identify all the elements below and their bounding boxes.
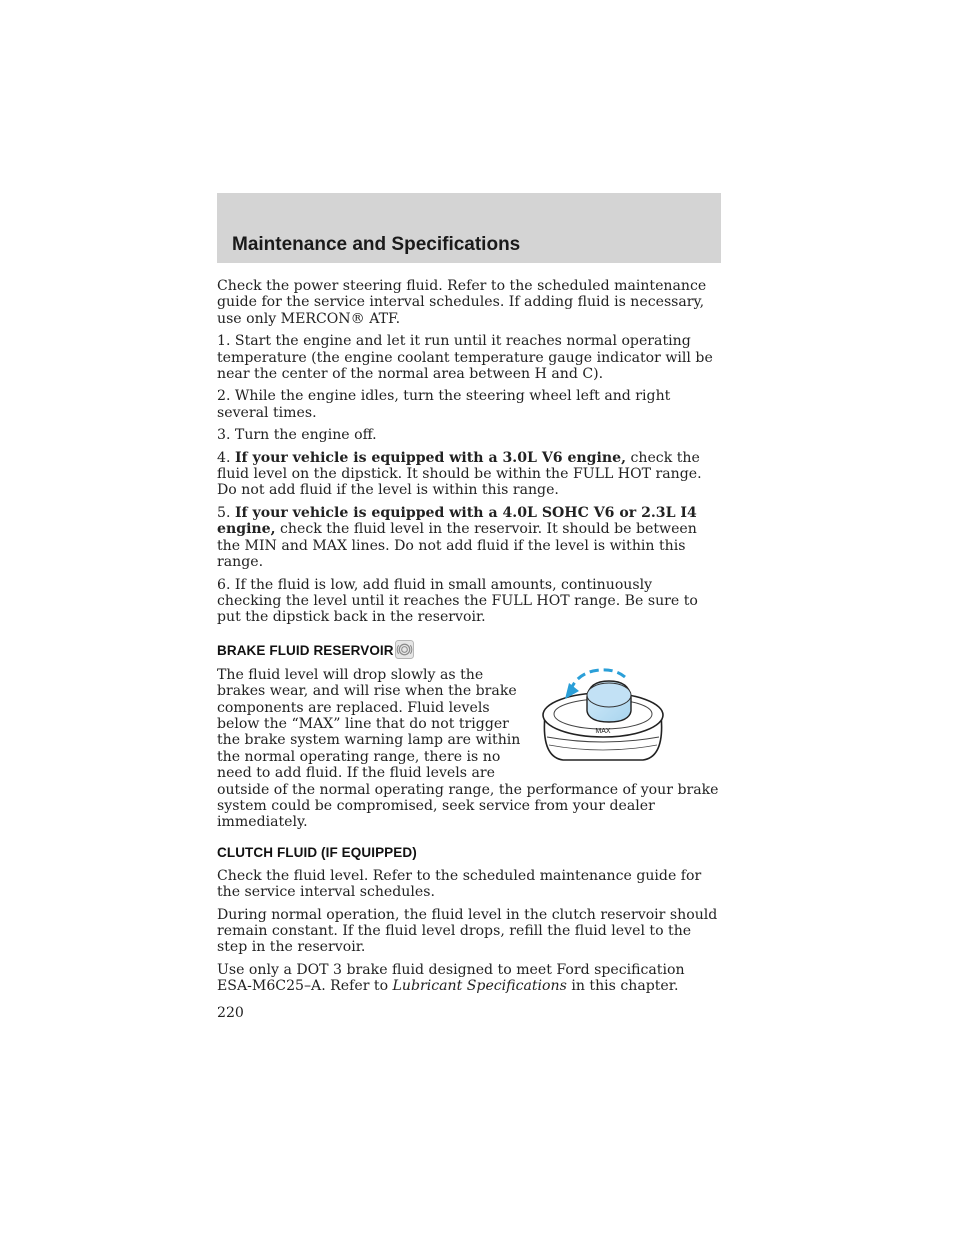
steering-step-5 (217, 505, 719, 571)
clutch-para-3 (217, 962, 719, 995)
brake-heading-text: BRAKE FLUID RESERVOIR (217, 642, 394, 658)
lubricant-spec-reference: Lubricant Specifications (392, 978, 567, 995)
brake-warning-icon (395, 640, 414, 659)
brake-fluid-heading (217, 640, 719, 659)
section-header-band (217, 193, 721, 263)
clutch-fluid-heading: CLUTCH FLUID (IF EQUIPPED) (217, 844, 417, 860)
page-content (217, 278, 719, 1021)
steering-step-2: 2. While the engine idles, turn the steering wheel left and right several times. (217, 388, 671, 421)
step-5-instruction: check the fluid level in the reservoir. It should be between the MIN and MAX lines. Do not add fluid if the level is within this range. (217, 521, 697, 571)
step-5-condition: If your vehicle is equipped with a 4.0L SOHC V6 or 2.3L I4 engine, (217, 504, 697, 538)
clutch-para-1: Check the fluid level. Refer to the scheduled maintenance guide for the service interval schedules. (217, 867, 702, 901)
page-number: 220 (217, 1004, 244, 1021)
clutch-para-2: During normal operation, the fluid level in the clutch reservoir should remain constant. If the fluid level drops, refill the fluid level to the step in the reservoir. (217, 906, 718, 956)
step-4-condition: If your vehicle is equipped with a 3.0L V6 engine, (234, 449, 627, 466)
clutch-para-3-text: Use only a DOT 3 brake fluid designed to meet Ford specification ESA-M6C25–A. Refer to (217, 961, 685, 995)
brake-reservoir-illustration (533, 667, 673, 767)
clutch-para-3-end: in this chapter. (566, 978, 679, 995)
steering-intro: Check the power steering fluid. Refer to the scheduled maintenance guide for the service interval schedules. If adding fluid is necessary, use only MERCON® ATF. (217, 278, 707, 327)
steering-step-1: 1. Start the engine and let it run until it reaches normal operating temperature (the engine coolant temperature gauge indicator will be near the center of the normal area between H and C). (217, 333, 713, 383)
step-5-number: 5. (217, 504, 235, 521)
max-line-label: MAX (595, 727, 611, 735)
section-title: Maintenance and Specifications (232, 234, 521, 255)
step-4-number: 4. (217, 449, 235, 466)
steering-step-6: 6. If the fluid is low, add fluid in small amounts, continuously checking the level until it reaches the FULL HOT range. Be sure to put the dipstick back in the reservoir. (217, 576, 698, 626)
steering-step-3: 3. Turn the engine off. (217, 427, 377, 444)
step-4-instruction: check the fluid level on the dipstick. It should be within the FULL HOT range. Do not add fluid if the level is within this range. (217, 449, 702, 499)
brake-fluid-text: The fluid level will drop slowly as the brakes wear, and will rise when the brake components are replaced. Fluid levels below the “MAX” line that do not trigger the brake system warning lamp are within the normal operating range, there is no need to add fluid. If the fluid levels are outside of the normal operating range, the performance of your brake system could be compromised, seek service from your dealer immediately. (217, 666, 719, 831)
steering-step-4 (217, 450, 719, 499)
